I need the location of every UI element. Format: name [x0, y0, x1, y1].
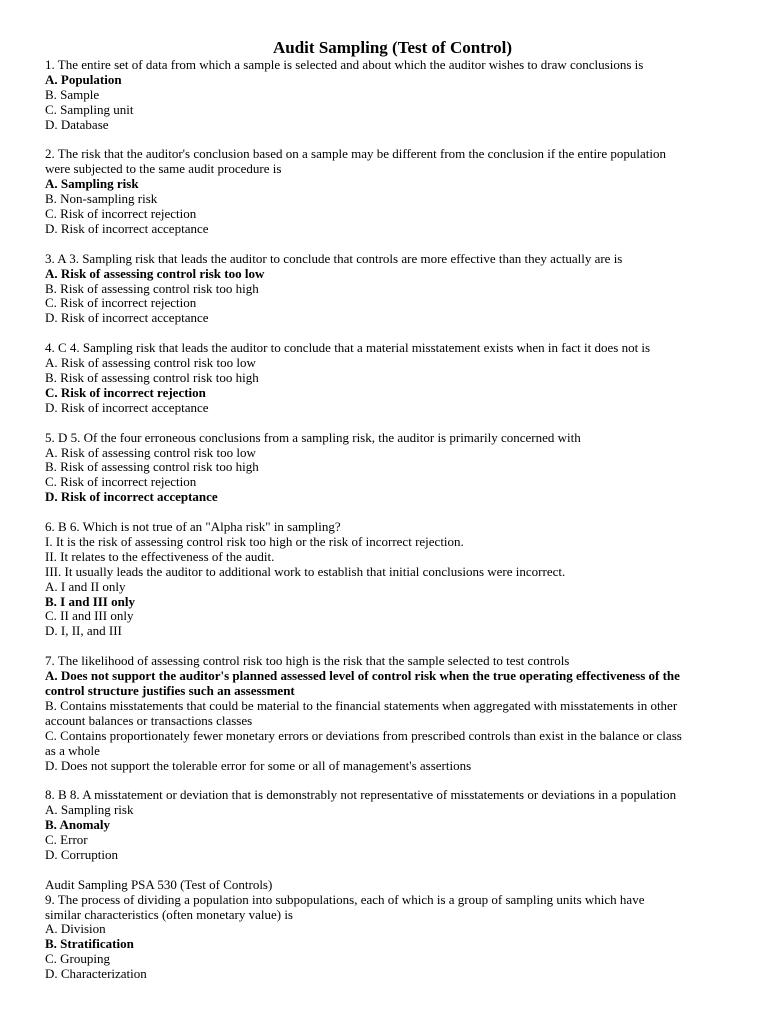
- text-line: D. Risk of incorrect acceptance: [45, 399, 209, 415]
- text-line: III. It usually leads the auditor to additional work to establish that initial conclusions were incorrect.: [45, 563, 566, 579]
- text-line: A. Sampling risk: [45, 802, 134, 818]
- text-line: D. I, II, and III: [45, 623, 122, 639]
- correct-answer-line: B. Stratification: [45, 936, 134, 952]
- text-line: 3. A 3. Sampling risk that leads the auditor to conclude that controls are more effective than they actually are is: [45, 250, 623, 266]
- correct-answer-line: A. Does not support the auditor's planned assessed level of control risk when the true operating effectiveness of the: [45, 668, 680, 684]
- text-line: C. Risk of incorrect rejection: [45, 474, 197, 490]
- text-line: C. II and III only: [45, 608, 134, 624]
- text-line: I. It is the risk of assessing control risk too high or the risk of incorrect rejection.: [45, 533, 464, 549]
- text-line: D. Database: [45, 116, 109, 132]
- text-line: 6. B 6. Which is not true of an "Alpha risk" in sampling?: [45, 519, 341, 535]
- text-line: C. Grouping: [45, 951, 110, 967]
- text-line: D. Risk of incorrect acceptance: [45, 310, 209, 326]
- text-line: C. Sampling unit: [45, 101, 134, 117]
- text-line: similar characteristics (often monetary value) is: [45, 906, 293, 922]
- text-line: Audit Sampling PSA 530 (Test of Controls): [45, 876, 273, 892]
- text-line: B. Sample: [45, 86, 100, 102]
- text-line: A. Risk of assessing control risk too low: [45, 444, 256, 460]
- text-line: B. Risk of assessing control risk too high: [45, 280, 259, 296]
- correct-answer-line: A. Risk of assessing control risk too low: [45, 265, 265, 281]
- text-line: B. Risk of assessing control risk too high: [45, 459, 259, 475]
- question-list: [45, 58, 728, 982]
- text-line: C. Error: [45, 832, 88, 848]
- question-block: [45, 58, 728, 133]
- text-line: D. Corruption: [45, 846, 118, 862]
- text-line: 4. C 4. Sampling risk that leads the auditor to conclude that a material misstatement exists when in fact it does not is: [45, 340, 651, 356]
- question-block: [45, 431, 728, 506]
- correct-answer-line: A. Population: [45, 71, 122, 87]
- text-line: D. Risk of incorrect acceptance: [45, 220, 209, 236]
- text-line: 2. The risk that the auditor's conclusion based on a sample may be different from the conclusion if the entire population: [45, 146, 667, 162]
- text-line: 9. The process of dividing a population into subpopulations, each of which is a group of sampling units which have: [45, 891, 645, 907]
- text-line: A. Division: [45, 921, 106, 937]
- correct-answer-line: B. Anomaly: [45, 817, 111, 833]
- text-line: D. Does not support the tolerable error for some or all of management's assertions: [45, 757, 472, 773]
- page-title: Audit Sampling (Test of Control): [273, 38, 512, 57]
- text-line: were subjected to the same audit procedure is: [45, 161, 282, 177]
- question-block: [45, 252, 728, 327]
- text-line: B. Contains misstatements that could be material to the financial statements when aggregated with misstatements in other: [45, 697, 678, 713]
- text-line: D. Characterization: [45, 966, 147, 982]
- question-block: [45, 788, 728, 863]
- text-line: C. Risk of incorrect rejection: [45, 206, 197, 222]
- correct-answer-line: B. I and III only: [45, 593, 135, 609]
- text-line: 5. D 5. Of the four erroneous conclusions from a sampling risk, the auditor is primarily concerned with: [45, 429, 581, 445]
- question-block: [45, 147, 728, 236]
- text-line: as a whole: [45, 742, 100, 758]
- question-block: [45, 654, 728, 773]
- text-line: B. Non-sampling risk: [45, 191, 158, 207]
- text-line: account balances or transactions classes: [45, 712, 253, 728]
- question-block: [45, 520, 728, 639]
- text-line: 7. The likelihood of assessing control risk too high is the risk that the sample selected to test controls: [45, 653, 570, 669]
- text-line: 8. B 8. A misstatement or deviation that is demonstrably not representative of misstatements or deviations in a population: [45, 787, 677, 803]
- text-line: A. I and II only: [45, 578, 126, 594]
- text-line: 1. The entire set of data from which a sample is selected and about which the auditor wishes to draw conclusions is: [45, 57, 644, 72]
- text-line: A. Risk of assessing control risk too low: [45, 355, 256, 371]
- correct-answer-line: C. Risk of incorrect rejection: [45, 384, 206, 400]
- correct-answer-line: control structure justifies such an assessment: [45, 682, 295, 698]
- text-line: B. Risk of assessing control risk too high: [45, 369, 259, 385]
- question-block: [45, 878, 728, 982]
- text-line: C. Contains proportionately fewer monetary errors or deviations from prescribed controls than exist in the balance or class: [45, 727, 682, 743]
- correct-answer-line: D. Risk of incorrect acceptance: [45, 489, 218, 505]
- question-block: [45, 341, 728, 416]
- correct-answer-line: A. Sampling risk: [45, 176, 139, 192]
- text-line: II. It relates to the effectiveness of the audit.: [45, 548, 275, 564]
- text-line: C. Risk of incorrect rejection: [45, 295, 197, 311]
